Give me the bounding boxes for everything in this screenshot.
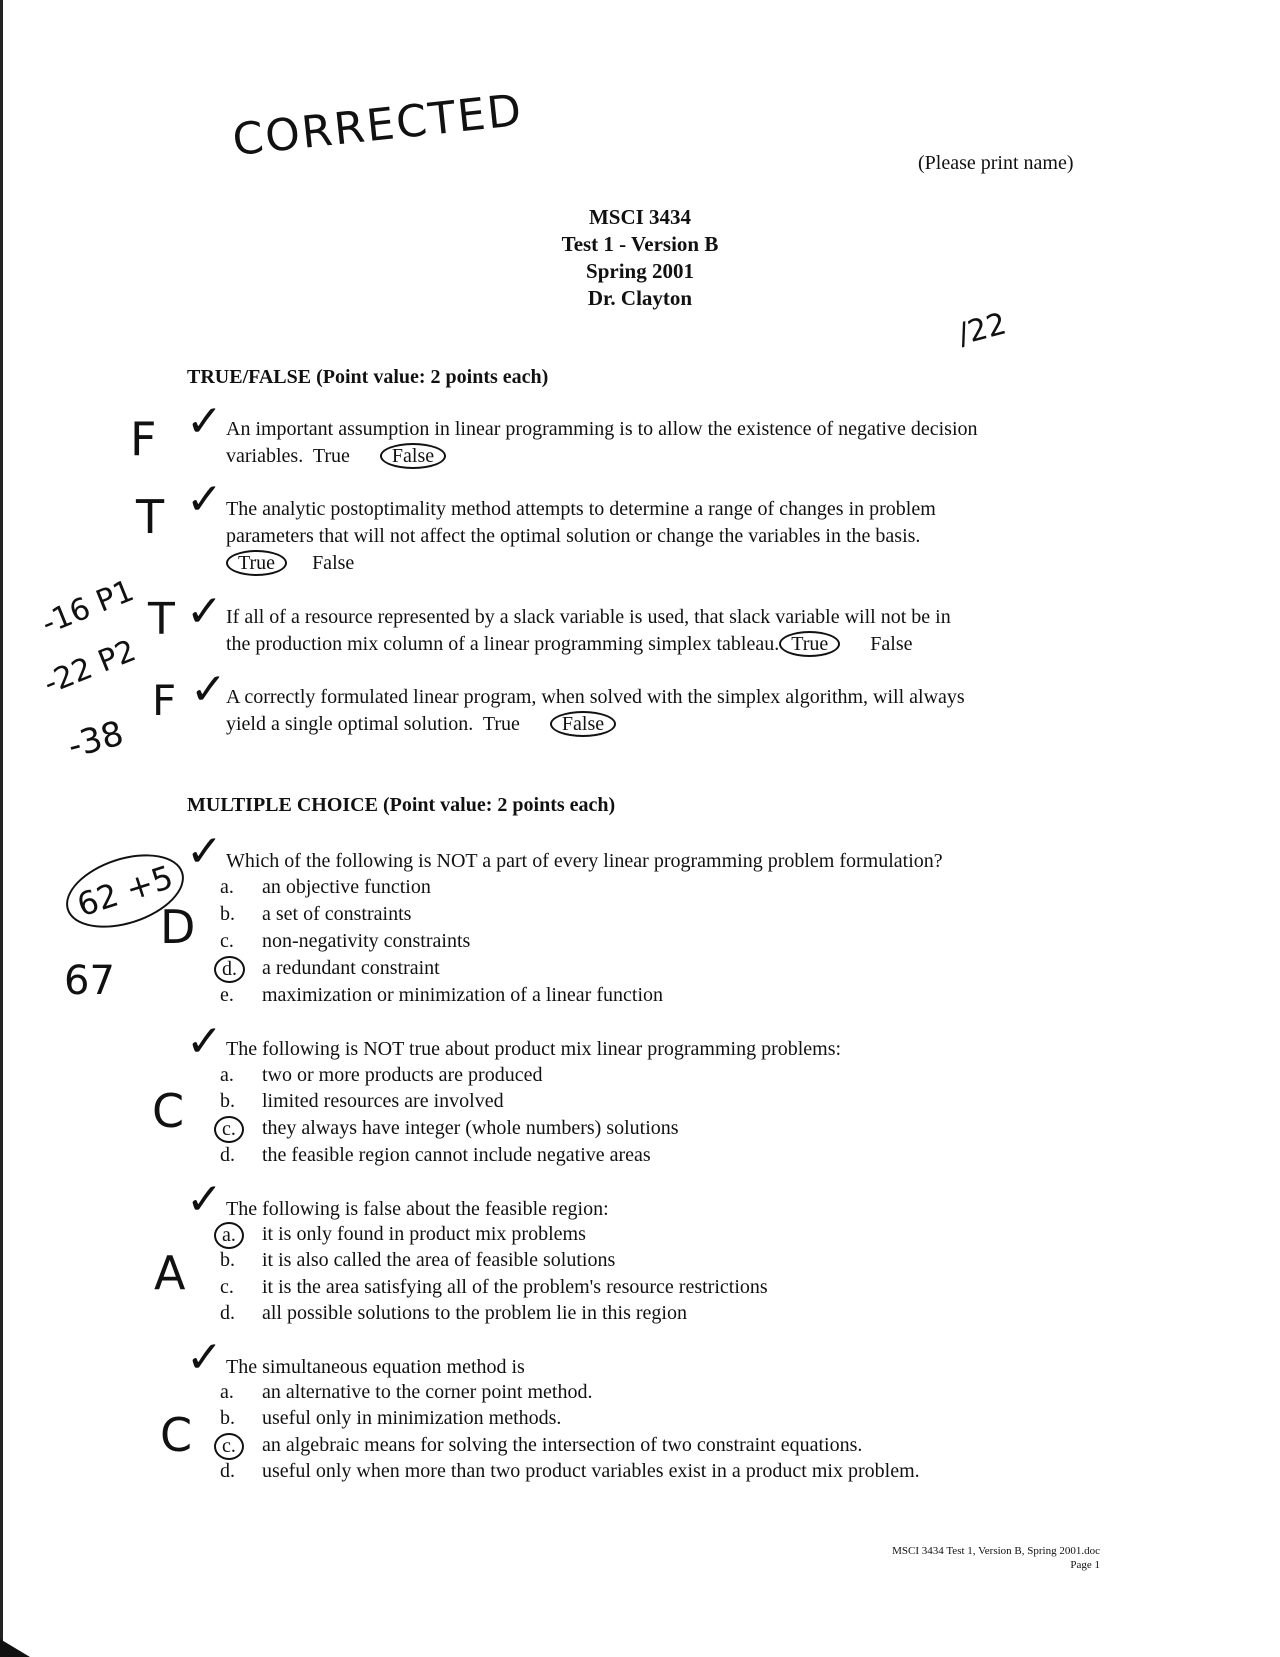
tf-question-3-line2: the production mix column of a linear programming simplex tableau. True False	[226, 633, 913, 655]
mc-q5-option-b: a set of constraints	[262, 903, 412, 925]
score-annotation: /22	[954, 306, 1010, 353]
tf-question-3	[226, 604, 951, 658]
tf-question-1-true: True	[312, 445, 350, 467]
footer-filename: MSCI 3434 Test 1, Version B, Spring 2001.doc	[892, 1545, 1100, 1557]
mc-q8-option-d: useful only when more than two product variables exist in a product mix problem.	[262, 1460, 920, 1482]
mc-q8-option-b-letter: b.	[220, 1407, 235, 1429]
mc-q6-option-b-letter: b.	[220, 1090, 235, 1112]
tf-question-1-line1: An important assumption in linear programming is to allow the existence of negative decision	[226, 418, 978, 440]
tf-question-3-false: False	[870, 633, 913, 655]
check-icon: ✓	[186, 1332, 223, 1383]
tf-answer-1: F	[130, 412, 157, 466]
mc-q7-option-b: it is also called the area of feasible solutions	[262, 1249, 616, 1271]
mc-question-5-stem: Which of the following is NOT a part of every linear programming problem formulation?	[226, 850, 943, 872]
mc-q5-option-a-letter: a.	[220, 876, 234, 898]
tf-question-1-false: False	[380, 443, 446, 469]
tf-answer-4: F	[152, 676, 177, 725]
circle-calc: 62 +5	[57, 841, 193, 941]
check-icon: ✓	[190, 664, 227, 715]
tf-question-2-line1: The analytic postoptimality method attempts to determine a range of changes in problem	[226, 498, 936, 520]
tf-question-4-false: False	[550, 711, 616, 737]
check-icon: ✓	[186, 826, 223, 877]
mc-q6-option-a: two or more products are produced	[262, 1064, 543, 1086]
mc-q7-option-c: it is the area satisfying all of the problem's resource restrictions	[262, 1276, 768, 1298]
mc-q5-option-d-letter: d.	[214, 956, 245, 983]
mc-q5-option-e-letter: e.	[220, 984, 234, 1006]
true-false-title: TRUE/FALSE (Point value: 2 points each)	[187, 366, 549, 388]
mc-question-8-stem: The simultaneous equation method is	[226, 1356, 525, 1378]
mc-q7-option-a: it is only found in product mix problems	[262, 1223, 586, 1245]
margin-calc-2: -22 P2	[38, 633, 141, 702]
mc-q5-option-c: non-negativity constraints	[262, 930, 471, 952]
mc-q5-option-a: an objective function	[262, 876, 431, 898]
margin-calc-1: -16 P1	[36, 573, 139, 642]
mc-q6-option-c-letter: c.	[214, 1116, 244, 1143]
mc-q5-option-b-letter: b.	[220, 903, 235, 925]
mc-q8-option-a-letter: a.	[220, 1381, 234, 1403]
tf-question-2-line2: parameters that will not affect the optimal solution or change the variables in the basis.	[226, 525, 921, 547]
mc-q8-option-d-letter: d.	[220, 1460, 235, 1482]
exam-header	[480, 204, 800, 312]
mc-q7-option-b-letter: b.	[220, 1249, 235, 1271]
scan-corner-mark	[0, 1639, 30, 1657]
mc-q6-option-b: limited resources are involved	[262, 1090, 504, 1112]
mc-q8-option-c: an algebraic means for solving the intersection of two constraint equations.	[262, 1434, 863, 1456]
tf-question-2-true: True	[226, 550, 287, 576]
print-name-label: (Please print name)	[918, 152, 1074, 174]
tf-answer-3: T	[148, 594, 175, 645]
mc-answer-6: C	[152, 1084, 185, 1138]
total-score: 67	[64, 958, 115, 1004]
mc-q6-option-d-letter: d.	[220, 1144, 235, 1166]
multiple-choice-title: MULTIPLE CHOICE (Point value: 2 points each)	[187, 794, 616, 816]
margin-calc-3: -38	[63, 713, 128, 767]
check-icon: ✓	[186, 396, 223, 447]
tf-question-3-line1: If all of a resource represented by a slack variable is used, that slack variable will not be in	[226, 606, 951, 628]
test-version: Test 1 - Version B	[561, 232, 719, 256]
mc-q6-option-a-letter: a.	[220, 1064, 234, 1086]
mc-answer-8: C	[160, 1408, 193, 1462]
page-footer	[892, 1544, 1100, 1572]
mc-q5-option-e: maximization or minimization of a linear function	[262, 984, 663, 1006]
tf-question-2	[226, 496, 936, 577]
mc-q6-option-c: they always have integer (whole numbers) solutions	[262, 1117, 679, 1139]
mc-q7-option-d-letter: d.	[220, 1302, 235, 1324]
mc-q6-option-d: the feasible region cannot include negative areas	[262, 1144, 651, 1166]
check-icon: ✓	[186, 1016, 223, 1067]
mc-answer-7: A	[154, 1246, 186, 1300]
mc-question-7-stem: The following is false about the feasible region:	[226, 1198, 609, 1220]
course-code: MSCI 3434	[588, 205, 692, 229]
mc-question-6-stem: The following is NOT true about product mix linear programming problems:	[226, 1038, 842, 1060]
instructor: Dr. Clayton	[587, 286, 693, 310]
tf-question-2-false: False	[312, 552, 355, 574]
mc-q7-option-a-letter: a.	[214, 1222, 244, 1249]
mc-q8-option-c-letter: c.	[214, 1433, 244, 1460]
corrected-annotation: CORRECTED	[230, 84, 526, 167]
mc-q7-option-d: all possible solutions to the problem lie in this region	[262, 1302, 687, 1324]
mc-q5-option-d: a redundant constraint	[262, 957, 440, 979]
check-icon: ✓	[186, 1174, 223, 1225]
scan-border	[0, 0, 3, 1657]
tf-question-1-line2: variables. True False	[226, 443, 978, 470]
tf-question-3-true: True	[779, 631, 840, 657]
mc-q7-option-c-letter: c.	[220, 1276, 234, 1298]
tf-question-1	[226, 416, 978, 470]
mc-q5-option-c-letter: c.	[220, 930, 234, 952]
tf-answer-2: T	[136, 490, 165, 544]
mc-q8-option-b: useful only in minimization methods.	[262, 1407, 562, 1429]
tf-question-4	[226, 684, 965, 738]
check-icon: ✓	[186, 474, 223, 525]
tf-question-4-true: True	[482, 713, 520, 735]
mc-q8-option-a: an alternative to the corner point method.	[262, 1381, 593, 1403]
footer-page-number: Page 1	[1070, 1559, 1100, 1571]
tf-question-4-line1: A correctly formulated linear program, when solved with the simplex algorithm, will always	[226, 686, 965, 708]
tf-question-2-answers	[226, 550, 936, 577]
term: Spring 2001	[586, 259, 694, 283]
tf-question-4-line2: yield a single optimal solution. True False	[226, 711, 965, 738]
check-icon: ✓	[186, 586, 223, 637]
mc-answer-5: D	[160, 900, 196, 954]
